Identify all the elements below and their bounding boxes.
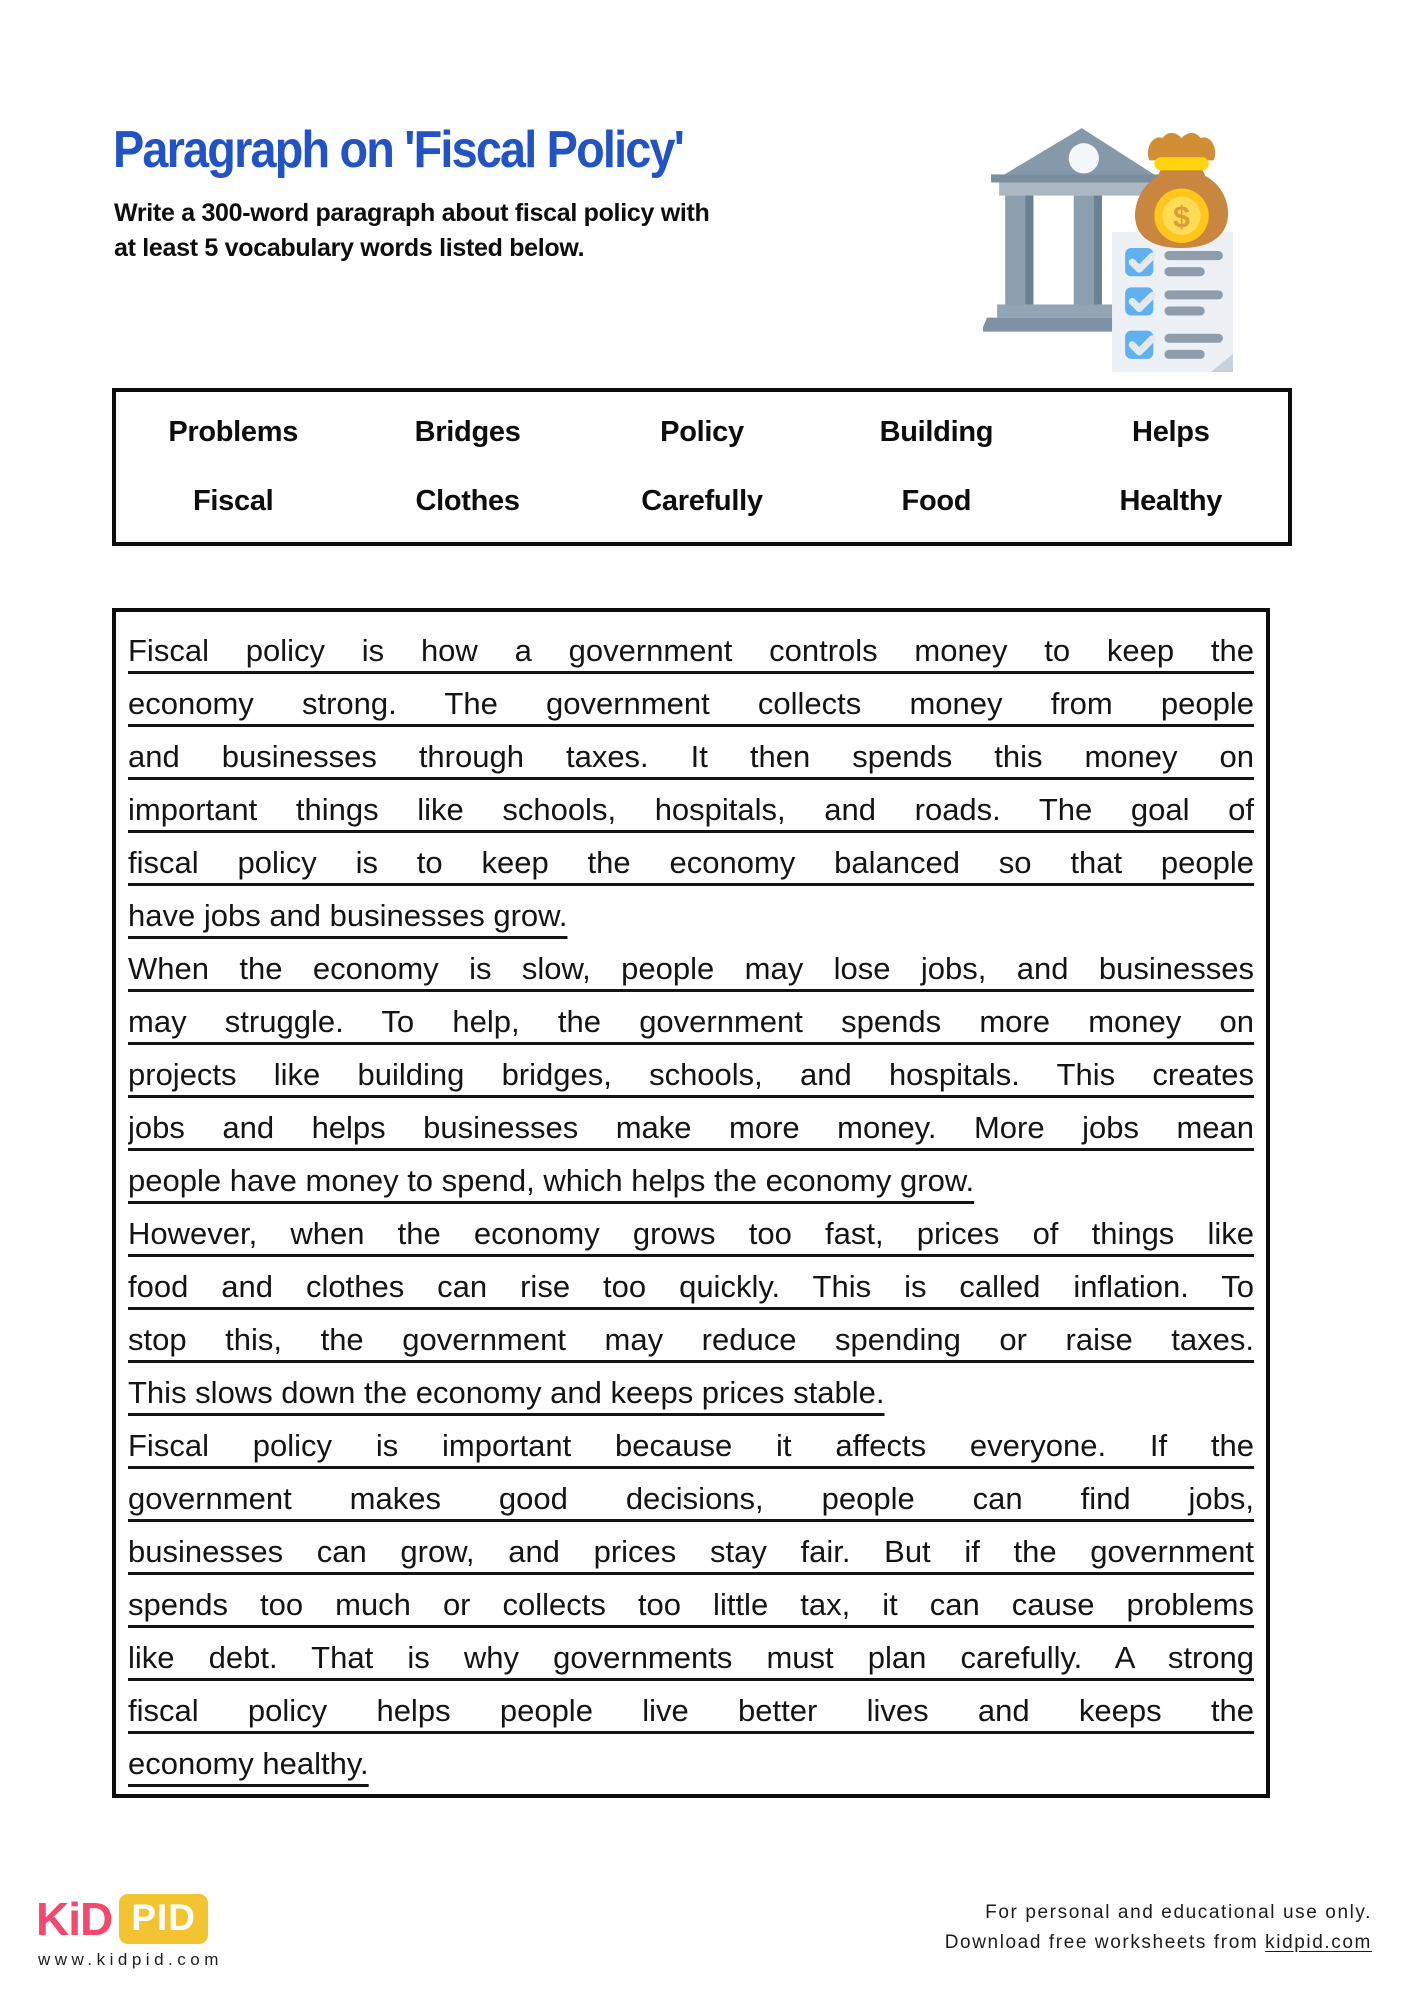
paragraph-line: Fiscal policy is how a government controls money to keep the bbox=[128, 633, 1254, 668]
paragraph-box bbox=[112, 608, 1270, 1798]
vocab-word-healthy: Healthy bbox=[1119, 485, 1223, 517]
paragraph-line: food and clothes can rise too quickly. This is called inflation. To bbox=[128, 1269, 1254, 1304]
vocab-word-building: Building bbox=[879, 416, 994, 448]
vocab-word-fiscal: Fiscal bbox=[192, 485, 274, 517]
instructions-line-1: Write a 300-word paragraph about fiscal policy with bbox=[114, 199, 710, 227]
instructions-line-2: at least 5 vocabulary words listed below. bbox=[114, 234, 585, 262]
website-url: www.kidpid.com bbox=[38, 1950, 223, 1969]
paragraph-line: government makes good decisions, people can find jobs, bbox=[128, 1481, 1254, 1516]
vocab-word-policy: Policy bbox=[660, 416, 744, 448]
paragraph-line: stop this, the government may reduce spending or raise taxes. bbox=[128, 1322, 1254, 1357]
svg-text:$: $ bbox=[1173, 200, 1190, 234]
paragraph-line: When the economy is slow, people may lose jobs, and businesses bbox=[128, 951, 1254, 986]
paragraph-line: fiscal policy helps people live better lives and keeps the bbox=[128, 1693, 1254, 1728]
paragraph-line: may struggle. To help, the government spends more money on bbox=[128, 1004, 1254, 1039]
paragraph-line: jobs and helps businesses make more money. More jobs mean bbox=[128, 1110, 1254, 1145]
paragraph-line: and businesses through taxes. It then spends this money on bbox=[128, 739, 1254, 774]
vocab-word-clothes: Clothes bbox=[415, 485, 520, 517]
vocab-word-food: Food bbox=[901, 485, 972, 517]
logo-pid-badge: PID bbox=[119, 1894, 208, 1944]
kidpid-logo bbox=[36, 1892, 208, 1946]
vocab-word-bridges: Bridges bbox=[414, 416, 521, 448]
paragraph-line: spends too much or collects too little tax, it can cause problems bbox=[128, 1587, 1254, 1622]
paragraph-line: However, when the economy grows too fast, prices of things like bbox=[128, 1216, 1254, 1251]
money-bag-knot bbox=[1148, 133, 1215, 160]
money-bag-band bbox=[1154, 157, 1208, 170]
paragraph-line: like debt. That is why governments must plan carefully. A strong bbox=[128, 1640, 1254, 1675]
usage-line: For personal and educational use only. bbox=[985, 1902, 1372, 1923]
vocab-word-problems: Problems bbox=[168, 416, 299, 448]
paragraph-line: fiscal policy is to keep the economy balanced so that people bbox=[128, 845, 1254, 880]
paragraph-line: people have money to spend, which helps the economy grow. bbox=[128, 1163, 975, 1198]
instructions-text bbox=[114, 196, 709, 266]
vocab-word-helps: Helps bbox=[1132, 416, 1210, 448]
download-line: Download free worksheets from kidpid.com bbox=[944, 1932, 1372, 1953]
paragraph-line: have jobs and businesses grow. bbox=[128, 898, 568, 933]
paragraph-line: businesses can grow, and prices stay fair. But if the government bbox=[128, 1534, 1254, 1569]
footer-usage-note bbox=[945, 1898, 1372, 1958]
paragraph-line: projects like building bridges, schools, and hospitals. This creates bbox=[128, 1057, 1254, 1092]
paragraph-line: important things like schools, hospitals, and roads. The goal of bbox=[128, 792, 1254, 827]
vocabulary-box bbox=[112, 388, 1292, 546]
paragraph-line: Fiscal policy is important because it affects everyone. If the bbox=[128, 1428, 1254, 1463]
page-title: Paragraph on 'Fiscal Policy' bbox=[113, 121, 684, 179]
bank-money-bag-checklist-icon bbox=[983, 120, 1235, 372]
bank-roof-window bbox=[1069, 143, 1099, 173]
paragraph-line: economy strong. The government collects money from people bbox=[128, 686, 1254, 721]
paragraph-line: economy healthy. bbox=[128, 1746, 369, 1781]
kidpid-link[interactable]: kidpid.com bbox=[1265, 1932, 1372, 1953]
vocab-word-carefully: Carefully bbox=[641, 485, 763, 517]
vocab-row-2 bbox=[116, 467, 1288, 536]
vocab-row-1 bbox=[116, 398, 1288, 467]
paragraph-line: This slows down the economy and keeps prices stable. bbox=[128, 1375, 885, 1410]
logo-kid-text: KiD bbox=[36, 1893, 113, 1945]
